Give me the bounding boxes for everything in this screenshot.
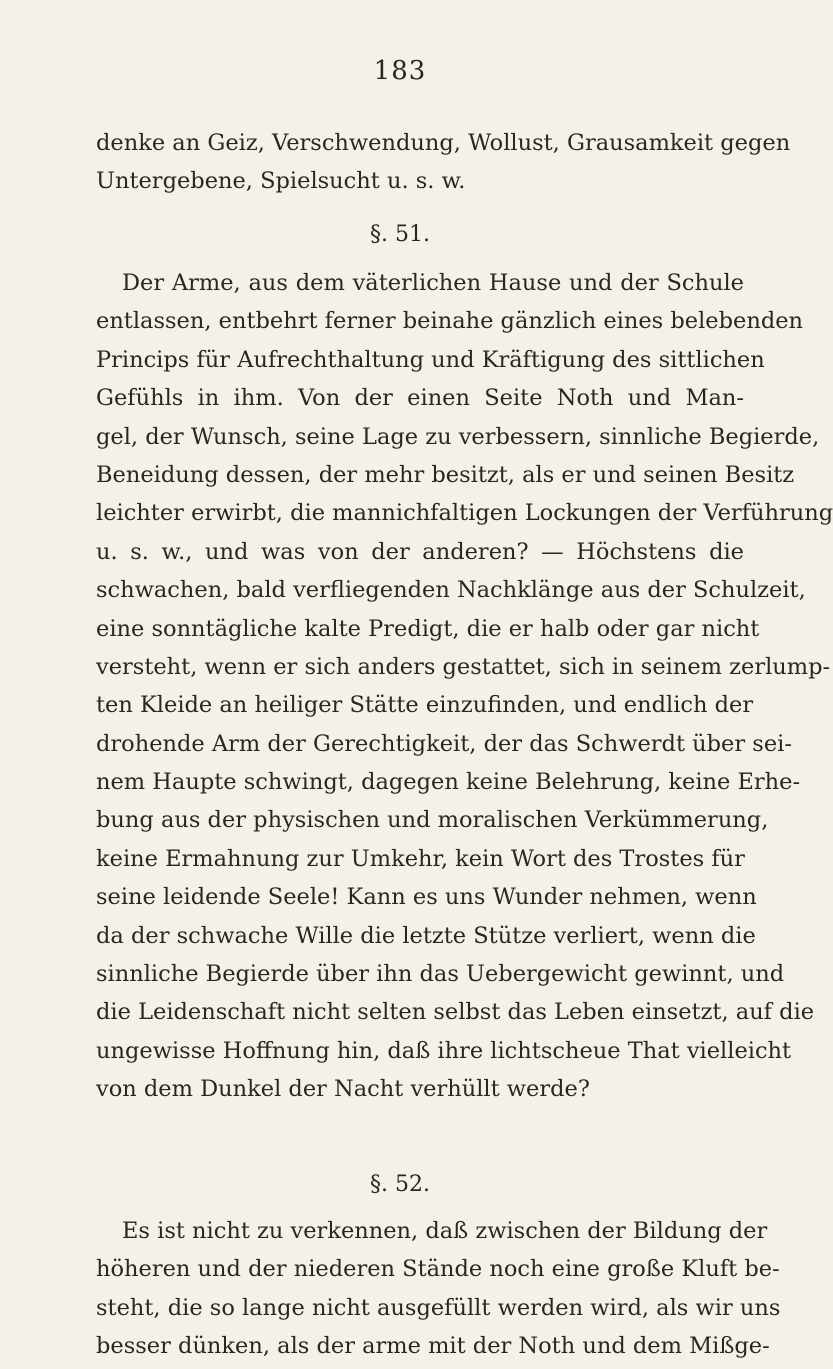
text-line: gel, der Wunsch, seine Lage zu verbessern, sinnliche Begierde, — [96, 423, 820, 450]
text-line: entlassen, entbehrt ferner beinahe gänzlich eines belebenden — [96, 308, 804, 335]
text-line: besser dünken, als der arme mit der Noth und dem Mißge- — [96, 1333, 770, 1360]
continuation-paragraph — [96, 124, 791, 201]
text-line: eine sonntägliche kalte Predigt, die er halb oder gar nicht — [96, 615, 760, 642]
text-line: höheren und der niederen Stände noch eine große Kluft be- — [96, 1256, 780, 1283]
text-line: Beneidung dessen, der mehr besitzt, als er und seinen Besitz — [96, 461, 795, 488]
text-line: die Leidenschaft nicht selten selbst das Leben einsetzt, auf die — [96, 999, 815, 1026]
text-line: ten Kleide an heiliger Stätte einzufinden, und endlich der — [96, 692, 754, 719]
text-line: von dem Dunkel der Nacht verhüllt werde? — [96, 1076, 590, 1103]
page-number: 183 — [373, 56, 427, 86]
text-line: leichter erwirbt, die mannichfaltigen Lockungen der Verführung — [96, 500, 833, 527]
text-line: Es ist nicht zu verkennen, daß zwischen der Bildung der — [122, 1218, 768, 1244]
text-line: Untergebene, Spielsucht u. s. w. — [96, 168, 466, 195]
text-line: keine Ermahnung zur Umkehr, kein Wort des Trostes für — [96, 845, 745, 872]
text-line: Der Arme, aus dem väterlichen Hause und der Schule — [122, 270, 744, 296]
text-line: steht, die so lange nicht ausgefüllt werden wird, als wir uns — [96, 1294, 781, 1321]
text-line: drohende Arm der Gerechtigkeit, der das Schwerdt über sei- — [96, 730, 792, 757]
section-52-paragraph — [96, 1212, 781, 1366]
text-line: ungewisse Hoffnung hin, daß ihre lichtscheue That vielleicht — [96, 1037, 792, 1064]
text-line: da der schwache Wille die letzte Stütze verliert, wenn die — [96, 922, 756, 949]
section-51-paragraph — [96, 264, 833, 1109]
text-line: sinnliche Begierde über ihn das Uebergewicht gewinnt, und — [96, 961, 785, 988]
section-heading-51: §. 51. — [370, 222, 430, 247]
text-line: Princips für Aufrechthaltung und Kräftigung des sittlichen — [96, 346, 765, 373]
text-line: nem Haupte schwingt, dagegen keine Belehrung, keine Erhe- — [96, 769, 801, 796]
text-line: schwachen, bald verfliegenden Nachklänge aus der Schulzeit, — [96, 577, 806, 604]
text-line: bung aus der physischen und moralischen Verkümmerung, — [96, 807, 769, 834]
text-line: u. s. w., und was von der anderen? — Höchstens die — [96, 538, 744, 565]
section-heading-52: §. 52. — [370, 1172, 430, 1197]
text-line: versteht, wenn er sich anders gestattet, sich in seinem zerlump- — [96, 653, 831, 680]
text-line: seine leidende Seele! Kann es uns Wunder nehmen, wenn — [96, 884, 757, 911]
text-line: denke an Geiz, Verschwendung, Wollust, Grausamkeit gegen — [96, 130, 791, 156]
text-line: Gefühls in ihm. Von der einen Seite Noth und Man- — [96, 385, 744, 412]
